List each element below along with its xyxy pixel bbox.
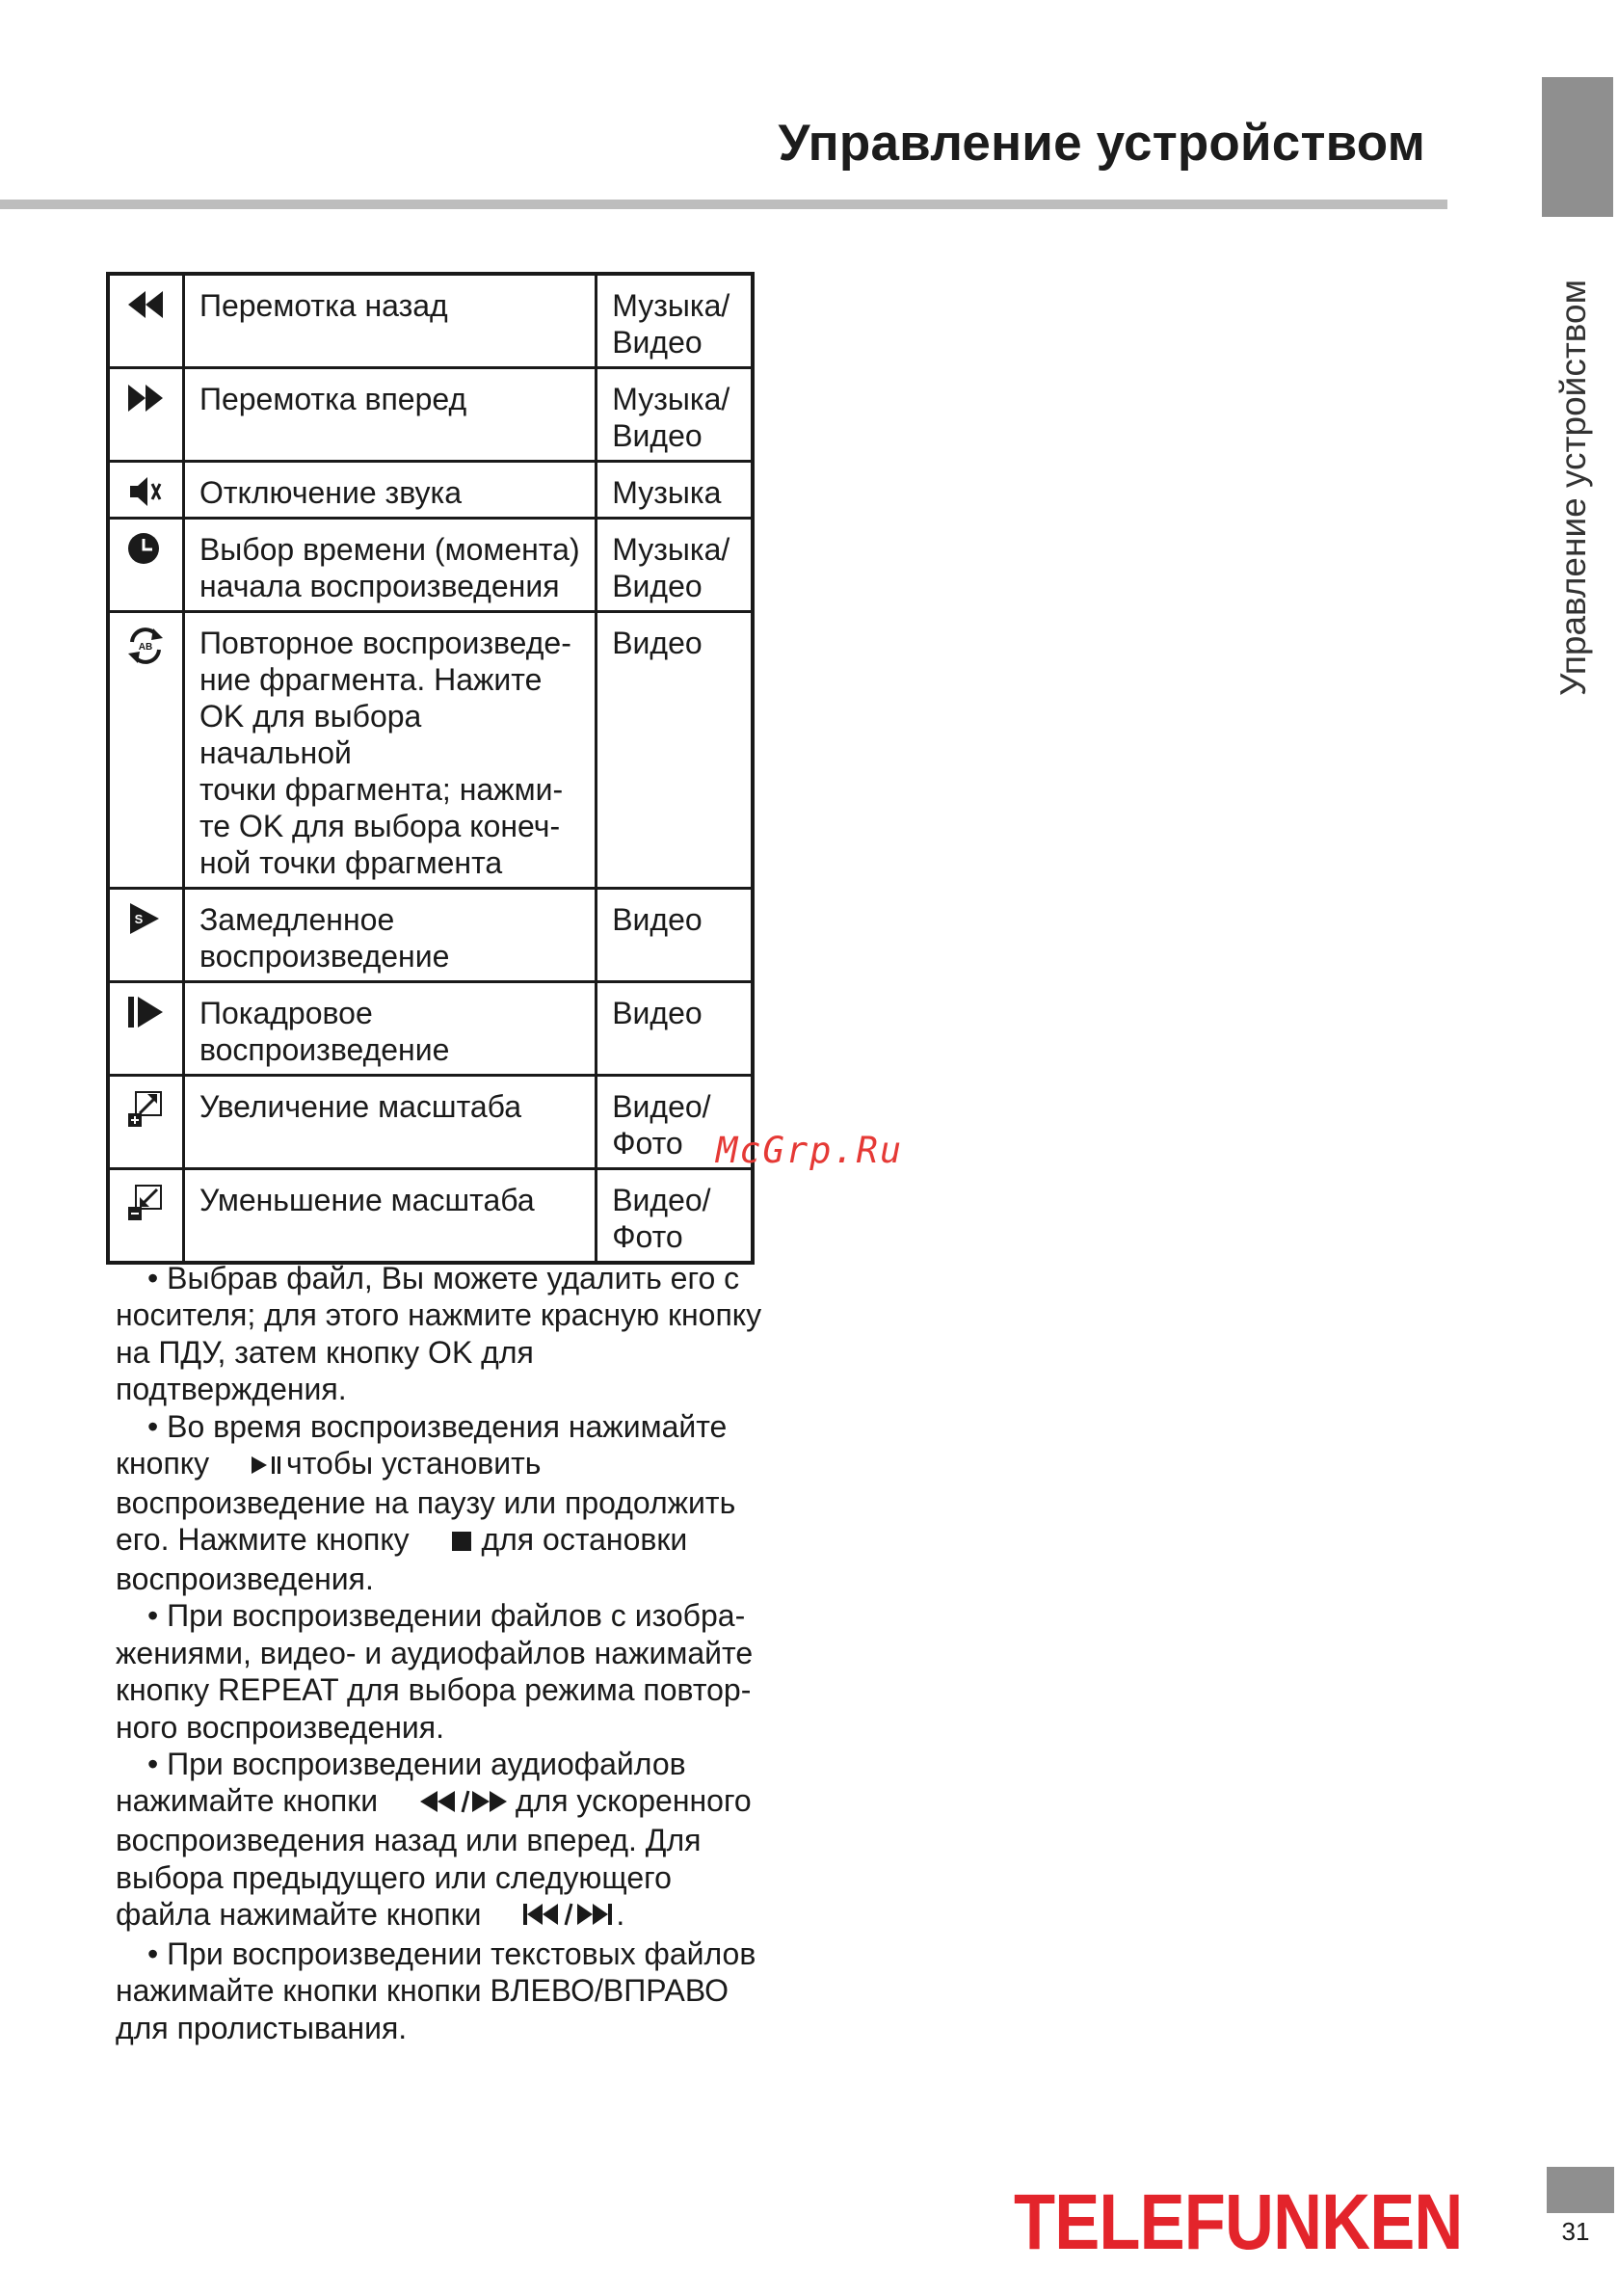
rewind-icon [108,274,183,368]
note-text: чтобы установить воспроизведение на паузу или продолжить его. Нажмите кнопку [116,1446,736,1558]
table-cell-mode: Музыка/ Видео [597,274,753,368]
table-row [108,982,753,1076]
table-row [108,1169,753,1264]
table-row [108,462,753,519]
svg-text:S: S [134,912,144,926]
note-text: . [616,1896,625,1932]
page-title: Управление устройством [778,115,1425,172]
title-rule [0,200,1447,209]
table-cell-mode: Видео [597,612,753,889]
table-cell-desc: Перемотка вперед [183,368,596,462]
table-row [108,368,753,462]
note-text: • Во время воспроизведения нажимайте кнопку [116,1408,728,1482]
play-pause-icon [218,1447,286,1483]
rewind-forward-icon [386,1785,507,1822]
note-text: для ускоренного воспроизведения назад или вперед. Для выбора предыдущего или следующего файла нажимайте кнопки [116,1783,752,1932]
step-frame-icon [108,982,183,1076]
clock-icon [108,519,183,612]
page-number: 31 [1561,2217,1590,2246]
note-paragraph: • При воспроизведении файлов с изобра-жениями, видео- и аудиофайлов нажимайте кнопку REPEAT для выбора режима повтор-ного воспроизведения. [116,1598,754,1745]
table-row [108,274,753,368]
table-cell-mode: Музыка [597,462,753,519]
zoom-out-icon [108,1169,183,1264]
watermark: McGrp.Ru [716,1130,904,1171]
table-row [108,1076,753,1169]
table-cell-mode: Видео/ Фото [597,1169,753,1264]
note-paragraph: • При воспроизведении текстовых файлов нажимайте кнопки кнопки ВЛЕВО/ВПРАВО для пролистывания. [116,1936,756,2045]
table-cell-desc: Перемотка назад [183,274,596,368]
table-row [108,889,753,982]
table-row [108,612,753,889]
zoom-in-icon [108,1076,183,1169]
table-cell-mode: Видео [597,889,753,982]
table-cell-desc: Выбор времени (момента) начала воспроизведения [183,519,596,612]
side-tab-marker [1542,77,1613,217]
stop-icon [418,1524,473,1561]
side-section-label: Управление устройством [1553,279,1593,696]
table-cell-mode: Музыка/ Видео [597,519,753,612]
page-number-tab [1547,2167,1614,2213]
mute-icon [108,462,183,519]
table-cell-desc: Замедленное воспроизведение [183,889,596,982]
prev-next-icon [490,1898,616,1935]
fast-forward-icon [108,368,183,462]
repeat-ab-icon [108,612,183,889]
table-cell-mode: Видео [597,982,753,1076]
note-text: для остановки воспроизведения. [116,1522,688,1596]
controls-table [106,272,755,1265]
table-cell-desc: Отключение звука [183,462,596,519]
table-cell-mode: Видео/ Фото [597,1076,753,1169]
table-cell-desc: Уменьшение масштаба [183,1169,596,1264]
note-paragraph: • Выбрав файл, Вы можете удалить его с носителя; для этого нажмите красную кнопку на ПДУ, затем кнопку OK для подтверждения. [116,1261,762,1407]
note-text: • При воспроизведении аудиофайлов нажимайте кнопки [116,1746,686,1819]
slow-play-icon [108,889,183,982]
note-paragraph [116,1746,771,1936]
table-cell-desc: Покадровое воспроизведение [183,982,596,1076]
table-row [108,519,753,612]
notes-text [116,1260,771,2046]
table-cell-mode: Музыка/ Видео [597,368,753,462]
table-cell-desc: Увеличение масштаба [183,1076,596,1169]
svg-text:AB: AB [138,642,153,653]
table-cell-desc: Повторное воспроизведе- ние фрагмента. Нажите OK для выбора начальной точки фрагмента; нажми- те OK для выбора конеч- ной точки фрагмента [183,612,596,889]
note-paragraph [116,1408,771,1598]
brand-logo: TELEFUNKEN [1014,2178,1463,2266]
